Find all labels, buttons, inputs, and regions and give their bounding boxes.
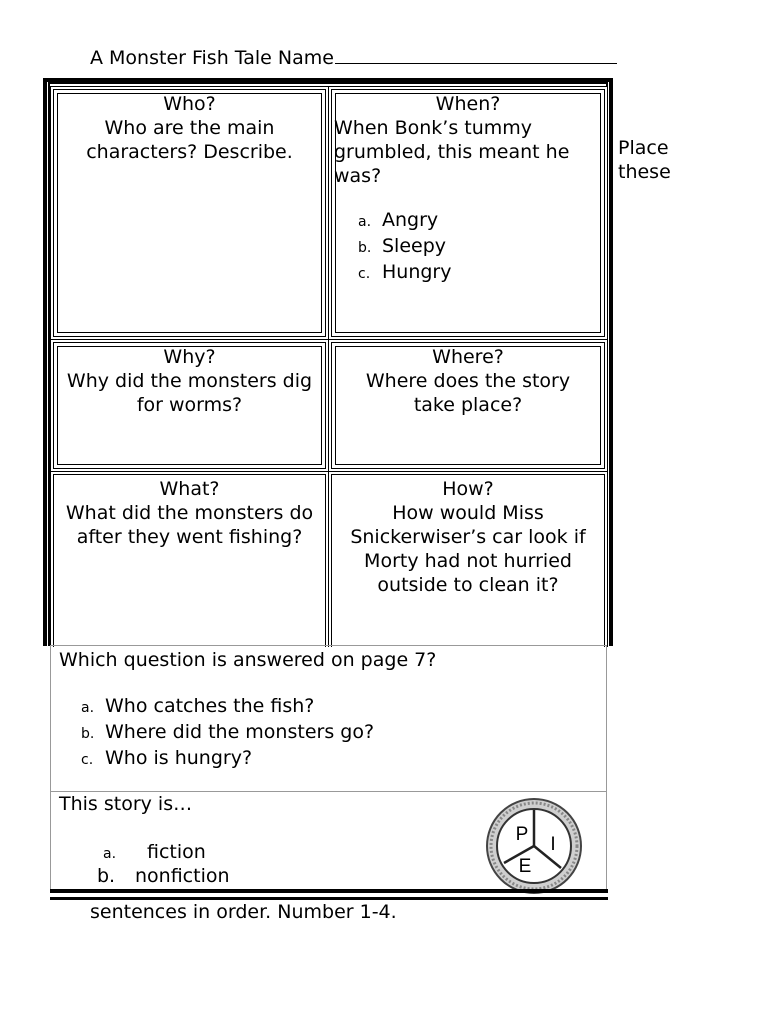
option-label: Sleepy xyxy=(382,235,447,257)
option-item xyxy=(358,234,600,260)
what-cell xyxy=(50,471,329,647)
story-type-question: This story is… xyxy=(59,793,193,815)
where-heading: Where? xyxy=(432,346,504,368)
option-item xyxy=(81,746,374,772)
when-text: When Bonk’s tummy grumbled, this meant he was? xyxy=(334,117,570,187)
option-marker: b. xyxy=(97,865,116,887)
option-label: Where did the monsters go? xyxy=(105,721,375,743)
option-item xyxy=(103,840,206,866)
name-line xyxy=(335,45,617,64)
how-heading: How? xyxy=(442,478,494,500)
what-text: What did the monsters do after they went fishing? xyxy=(65,502,314,548)
option-marker: a. xyxy=(81,700,95,716)
option-marker: b. xyxy=(358,240,372,256)
what-heading: What? xyxy=(159,478,220,500)
page7-question-box xyxy=(50,645,607,792)
double-rule-bottom xyxy=(50,897,608,900)
option-item xyxy=(97,864,230,888)
sentence-order-instruction: sentences in order. Number 1-4. xyxy=(90,901,397,923)
option-marker: b. xyxy=(81,726,95,742)
who-cell xyxy=(50,86,329,340)
why-cell xyxy=(50,339,329,472)
where-text: Where does the story take place? xyxy=(365,370,571,416)
why-text: Why did the monsters dig for worms? xyxy=(66,370,313,416)
option-label: Angry xyxy=(382,209,439,231)
who-text: Who are the main characters? Describe. xyxy=(86,117,293,163)
when-cell xyxy=(328,86,608,340)
pie-letter-i: I xyxy=(550,834,556,855)
why-heading: Why? xyxy=(163,346,216,368)
option-item xyxy=(358,208,600,234)
worksheet-title xyxy=(90,45,617,69)
page7-options xyxy=(81,694,374,772)
when-options xyxy=(358,208,600,286)
pie-letter-p: P xyxy=(515,824,529,845)
when-heading: When? xyxy=(435,93,501,115)
where-cell xyxy=(328,339,608,472)
option-label: fiction xyxy=(147,841,206,863)
option-marker: c. xyxy=(358,266,371,282)
side-instruction xyxy=(618,136,671,184)
option-label: nonfiction xyxy=(135,865,230,887)
side-text-line: these xyxy=(618,161,671,183)
option-label: Hungry xyxy=(382,261,452,283)
option-label: Who catches the fish? xyxy=(105,695,315,717)
option-item xyxy=(81,694,374,720)
page7-question: Which question is answered on page 7? xyxy=(59,649,437,671)
how-cell xyxy=(328,471,608,647)
pie-letter-e: E xyxy=(518,856,532,877)
double-rule-top xyxy=(50,889,608,893)
side-text-line: Place xyxy=(618,137,669,159)
option-marker: a. xyxy=(358,214,372,230)
how-text: How would Miss Snickerwiser’s car look if Morty had not hurried outside to clean it? xyxy=(350,502,586,596)
option-marker: c. xyxy=(81,752,94,768)
option-item xyxy=(358,260,600,286)
option-item xyxy=(81,720,374,746)
option-label: Who is hungry? xyxy=(105,747,253,769)
who-heading: Who? xyxy=(163,93,216,115)
pie-logo-icon xyxy=(484,796,584,896)
option-marker: a. xyxy=(103,846,117,862)
title-text: A Monster Fish Tale Name xyxy=(90,47,334,69)
